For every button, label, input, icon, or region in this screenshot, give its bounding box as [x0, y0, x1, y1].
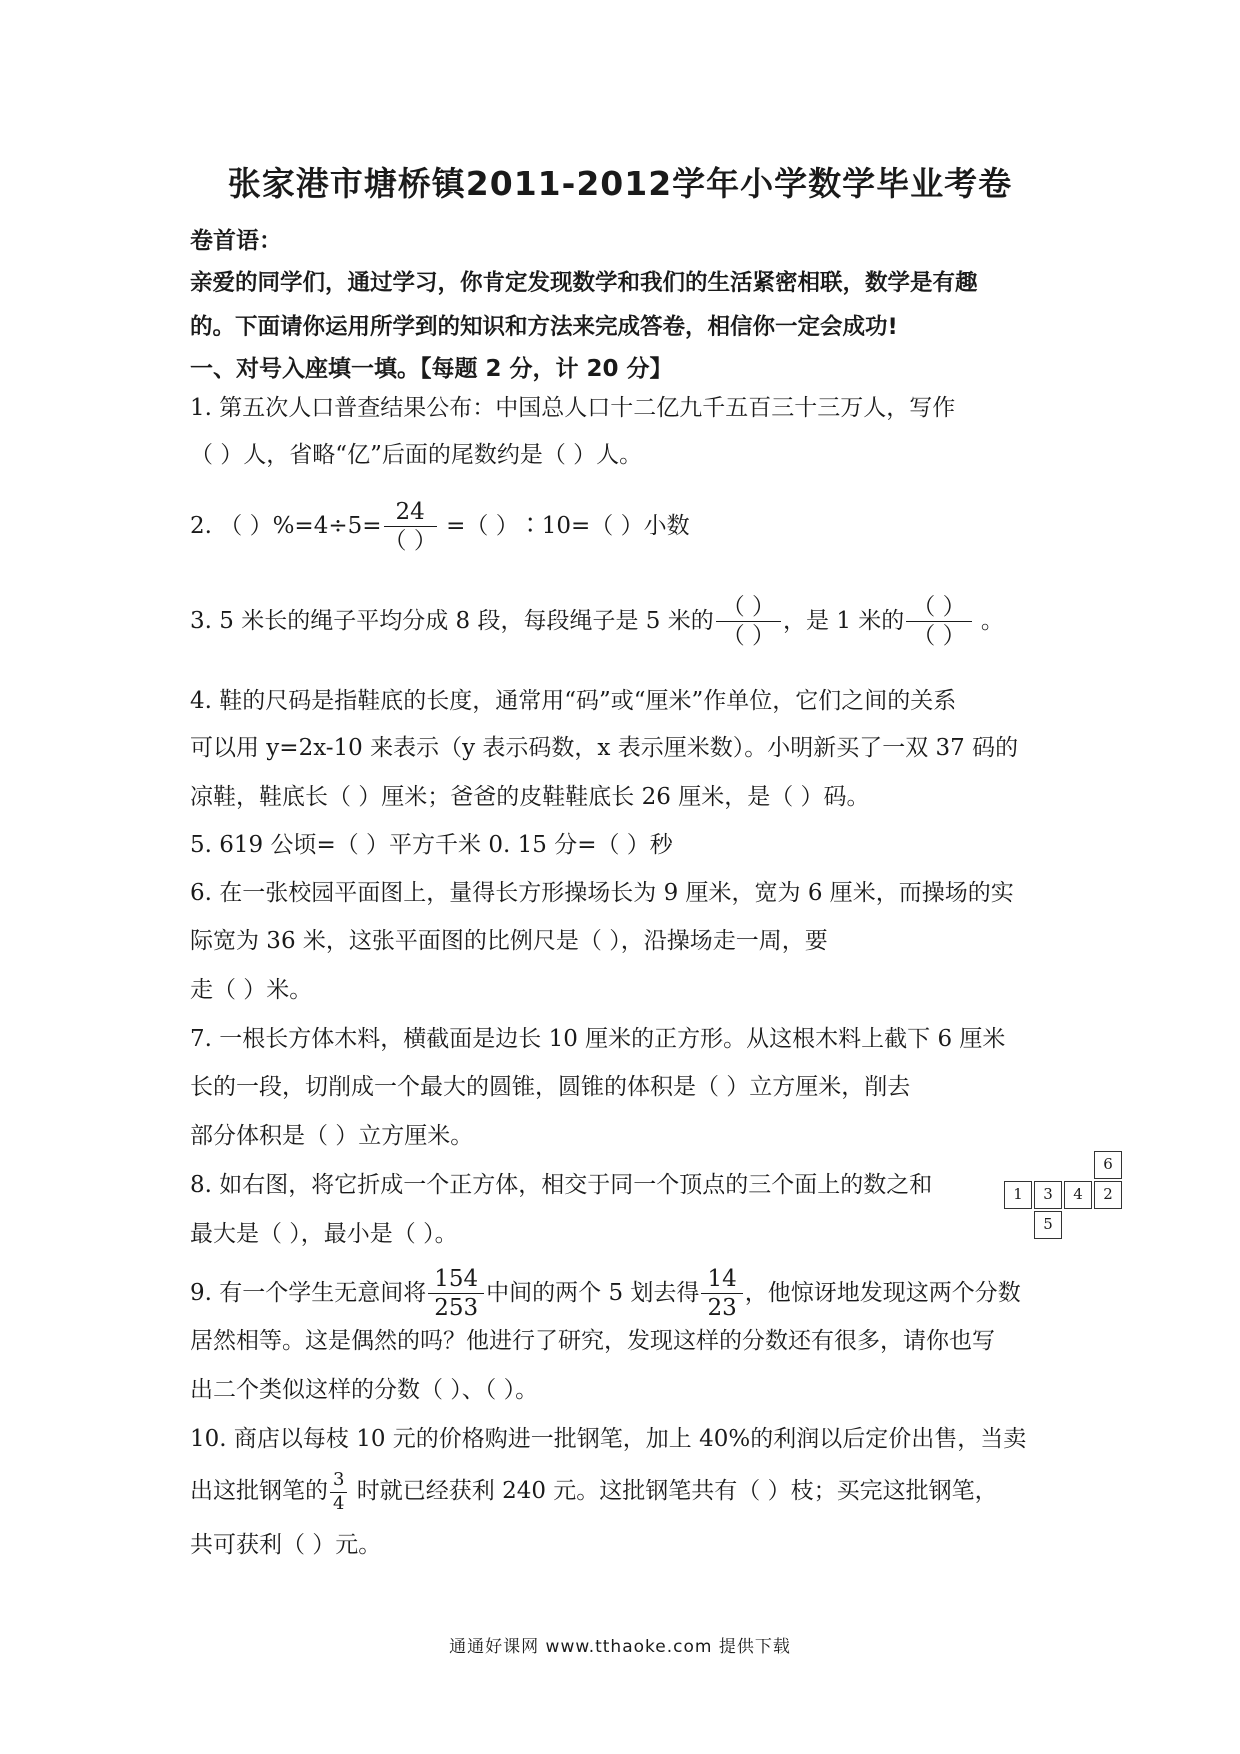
fraction-numerator: 154 [428, 1266, 484, 1294]
question-9-part-b: 中间的两个 5 划去得 [486, 1279, 700, 1306]
fraction-denominator: （ ） [383, 528, 437, 555]
fraction-numerator: 3 [330, 1470, 347, 1493]
question-5: 5. 619 公顷=（ ）平方千米 0. 15 分=（ ）秒 [190, 832, 673, 858]
preface-line-1: 亲爱的同学们，通过学习，你肯定发现数学和我们的生活紧密相联，数学是有趣 [190, 270, 978, 296]
fraction-denominator: （ ） [912, 623, 966, 650]
net-cell-1: 1 [1004, 1181, 1032, 1209]
question-3 [190, 594, 1004, 650]
net-cell-4: 4 [1064, 1181, 1092, 1209]
question-2-part-b: =（ ）∶10=（ ）小数 [438, 512, 690, 539]
question-9-fraction-1 [428, 1266, 484, 1322]
cube-net-figure [1004, 1147, 1130, 1243]
question-8-line-1: 8. 如右图，将它折成一个正方体，相交于同一个顶点的三个面上的数之和 [190, 1172, 933, 1198]
question-4-line-2: 可以用 y=2x-10 来表示（y 表示码数，x 表示厘米数）。小明新买了一双 37 码的 [190, 735, 1019, 761]
fraction-denominator: （ ） [721, 623, 776, 650]
question-7-line-3: 部分体积是（ ）立方厘米。 [190, 1123, 474, 1149]
question-9-part-a: 9. 有一个学生无意间将 [190, 1279, 427, 1306]
section-1-heading: 一、对号入座填一填。【每题 2 分，计 20 分】 [190, 356, 673, 382]
question-2-fraction [384, 499, 437, 555]
question-9-line-2: 居然相等。这是偶然的吗？他进行了研究，发现这样的分数还有很多，请你也写 [190, 1328, 995, 1354]
fraction-denominator: 4 [333, 1492, 345, 1514]
question-10-part-b: 时就已经获利 240 元。这批钢笔共有（ ）枝；买完这批钢笔， [349, 1478, 998, 1505]
fraction-numerator: （ ） [716, 594, 781, 622]
question-7-line-2: 长的一段，切削成一个最大的圆锥，圆锥的体积是（ ）立方厘米，削去 [190, 1074, 911, 1100]
net-cell-3: 3 [1034, 1181, 1062, 1209]
question-9-part-c: ，他惊讶地发现这两个分数 [744, 1279, 1021, 1306]
fraction-numerator: 14 [701, 1266, 742, 1294]
net-cell-2: 2 [1094, 1181, 1122, 1209]
question-6-line-1: 6. 在一张校园平面图上，量得长方形操场长为 9 厘米，宽为 6 厘米，而操场的实 [190, 880, 1014, 906]
net-cell-5: 5 [1034, 1211, 1062, 1239]
footer-source: 通通好课网 www.tthaoke.com 提供下载 [449, 1637, 791, 1657]
question-6-line-2: 际宽为 36 米，这张平面图的比例尺是（ ），沿操场走一周，要 [190, 928, 828, 954]
question-1-line-2: （ ）人，省略“亿”后面的尾数约是（ ）人。 [190, 442, 643, 468]
question-8-line-2: 最大是（ ），最小是（ ）。 [190, 1221, 458, 1247]
question-2 [190, 499, 690, 555]
fraction-numerator: （ ） [906, 594, 971, 622]
question-1-line-1: 1. 第五次人口普查结果公布：中国总人口十二亿九千五百三十三万人，写作 [190, 395, 956, 421]
question-10-line-3: 共可获利（ ）元。 [190, 1532, 382, 1558]
question-10-line-1: 10. 商店以每枝 10 元的价格购进一批钢笔，加上 40%的利润以后定价出售，当卖 [190, 1426, 1027, 1452]
question-3-part-a: 3. 5 米长的绳子平均分成 8 段，每段绳子是 5 米的 [190, 607, 714, 634]
fraction-numerator: 24 [384, 499, 437, 527]
question-2-part-a: 2. （ ）%=4÷5= [190, 512, 382, 539]
question-9-line-1 [190, 1266, 1021, 1322]
question-6-line-3: 走（ ）米。 [190, 977, 313, 1003]
question-10-part-a: 出这批钢笔的 [190, 1478, 328, 1505]
question-3-part-b: ，是 1 米的 [783, 607, 905, 634]
question-7-line-1: 7. 一根长方体木料，横截面是边长 10 厘米的正方形。从这根木料上截下 6 厘米 [190, 1026, 1006, 1052]
question-9-fraction-2 [701, 1266, 742, 1322]
question-3-part-c: 。 [973, 607, 1004, 634]
net-cell-6: 6 [1094, 1151, 1122, 1179]
preface-line-2: 的。下面请你运用所学到的知识和方法来完成答卷，相信你一定会成功! [190, 314, 898, 340]
question-3-fraction-1 [716, 594, 781, 650]
question-4-line-1: 4. 鞋的尺码是指鞋底的长度，通常用“码”或“厘米”作单位，它们之间的关系 [190, 688, 957, 714]
question-4-line-3: 凉鞋，鞋底长（ ）厘米；爸爸的皮鞋鞋底长 26 厘米，是（ ）码。 [190, 784, 870, 810]
question-10-fraction [330, 1470, 347, 1514]
preface-label: 卷首语： [190, 228, 282, 254]
fraction-denominator: 253 [434, 1295, 479, 1322]
question-9-line-3: 出二个类似这样的分数（ ）、（ ）。 [190, 1377, 539, 1403]
fraction-denominator: 23 [707, 1295, 737, 1322]
question-10-line-2 [190, 1470, 998, 1514]
question-3-fraction-2 [906, 594, 971, 650]
exam-title: 张家港市塘桥镇2011-2012学年小学数学毕业考卷 [227, 164, 1013, 203]
